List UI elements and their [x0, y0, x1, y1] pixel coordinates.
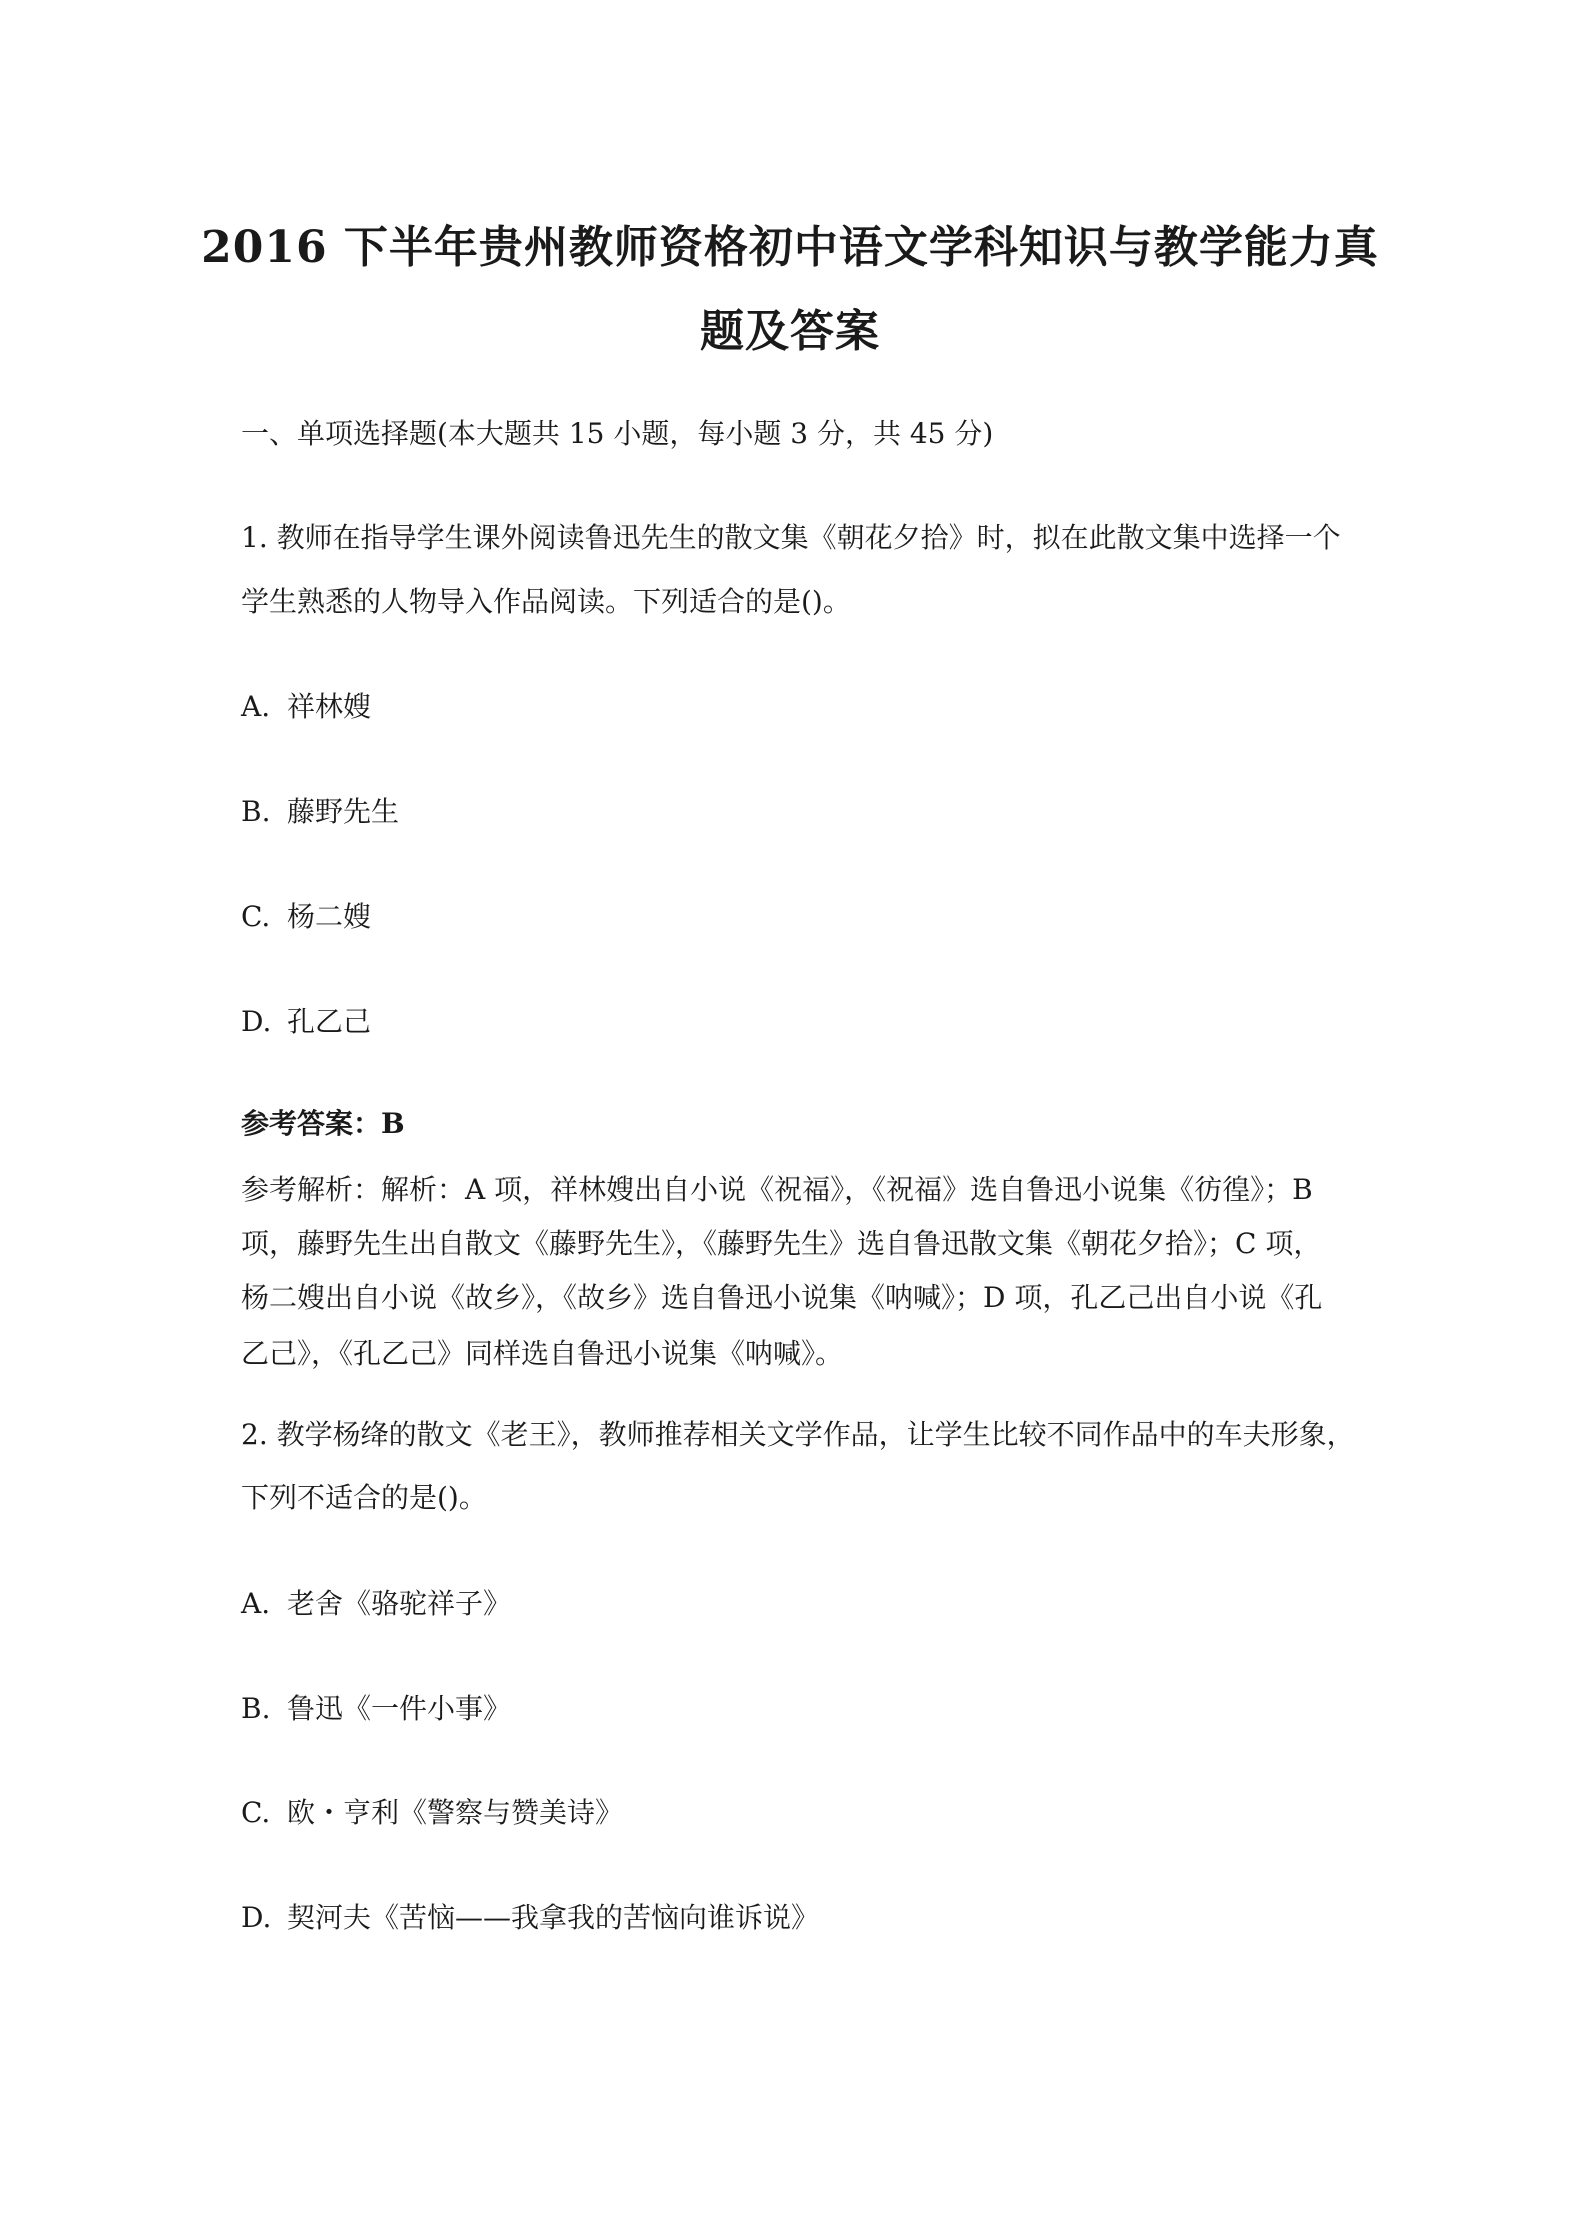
- question-2-line-2: 下列不适合的是()。: [241, 1481, 487, 1514]
- q2-option-c: [241, 1793, 1361, 1833]
- option-text: 杨二嫂: [287, 900, 372, 933]
- q2-option-b: [241, 1689, 1361, 1729]
- option-text: 欧・亨利《警察与赞美诗》: [287, 1796, 624, 1829]
- option-letter: D.: [241, 1901, 272, 1934]
- q1-answer: 参考答案：B: [241, 1107, 405, 1140]
- document-title-line-2: 题及答案: [700, 306, 880, 357]
- q1-option-b: [241, 792, 1361, 832]
- q1-option-d: [241, 1002, 1361, 1042]
- option-text: 藤野先生: [287, 795, 400, 828]
- q1-analysis-line-2: 项，藤野先生出自散文《藤野先生》，《藤野先生》选自鲁迅散文集《朝花夕拾》；C 项，: [241, 1227, 1322, 1260]
- q2-option-a: [241, 1584, 1361, 1624]
- q1-analysis-line-3: 杨二嫂出自小说《故乡》，《故乡》选自鲁迅小说集《呐喊》；D 项，孔乙己出自小说《孔: [241, 1281, 1323, 1314]
- option-text: 孔乙己: [287, 1005, 372, 1038]
- question-1-line-1: 1. 教师在指导学生课外阅读鲁迅先生的散文集《朝花夕拾》时，拟在此散文集中选择一个: [241, 521, 1341, 554]
- q1-analysis-line-1: 参考解析：解析：A 项，祥林嫂出自小说《祝福》，《祝福》选自鲁迅小说集《彷徨》；B: [241, 1173, 1313, 1206]
- option-letter: D.: [241, 1005, 272, 1038]
- option-letter: A.: [241, 690, 271, 723]
- option-letter: B.: [241, 795, 271, 828]
- q1-option-a: [241, 687, 1361, 727]
- question-1-line-2: 学生熟悉的人物导入作品阅读。下列适合的是()。: [241, 585, 851, 618]
- option-text: 鲁迅《一件小事》: [287, 1692, 512, 1725]
- question-2-line-1: 2. 教学杨绛的散文《老王》，教师推荐相关文学作品，让学生比较不同作品中的车夫形象，: [241, 1418, 1355, 1451]
- option-letter: C.: [241, 900, 271, 933]
- option-letter: C.: [241, 1796, 271, 1829]
- option-text: 契河夫《苦恼——我拿我的苦恼向谁诉说》: [287, 1901, 820, 1934]
- section-header: 一、单项选择题(本大题共 15 小题，每小题 3 分，共 45 分): [241, 417, 994, 450]
- q1-option-c: [241, 897, 1361, 937]
- document-title-line-1: 2016 下半年贵州教师资格初中语文学科知识与教学能力真: [201, 222, 1379, 273]
- option-text: 祥林嫂: [287, 690, 372, 723]
- option-letter: A.: [241, 1587, 271, 1620]
- option-text: 老舍《骆驼祥子》: [287, 1587, 512, 1620]
- q1-analysis-line-4: 乙己》，《孔乙己》同样选自鲁迅小说集《呐喊》。: [241, 1337, 844, 1370]
- option-letter: B.: [241, 1692, 271, 1725]
- q2-option-d: [241, 1898, 1361, 1938]
